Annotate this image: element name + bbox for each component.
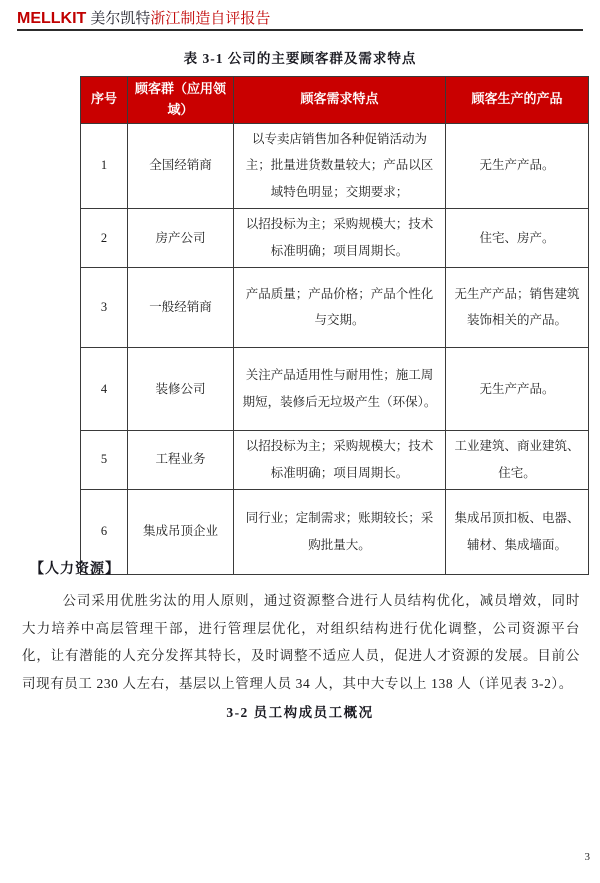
cell-products: 无生产产品。	[446, 347, 589, 430]
brand-chinese-name: 美尔凯特	[90, 11, 151, 27]
cell-customer-group: 工程业务	[128, 430, 234, 489]
column-header-group: 顾客群（应用领域）	[128, 77, 234, 124]
table-row	[81, 489, 589, 574]
cell-customer-needs: 关注产品适用性与耐用性；施工周期短，装修后无垃圾产生（环保）。	[234, 347, 446, 430]
cell-customer-group: 装修公司	[128, 347, 234, 430]
cell-row-number: 1	[81, 123, 128, 209]
cell-customer-needs: 以招投标为主；采购规模大；技术标准明确；项目周期长。	[234, 209, 446, 268]
cell-products: 住宅、房产。	[446, 209, 589, 268]
table-row	[81, 209, 589, 268]
cell-customer-needs: 同行业；定制需求；账期较长；采购批量大。	[234, 489, 446, 574]
cell-products: 集成吊顶扣板、电器、辅材、集成墙面。	[446, 489, 589, 574]
header-divider	[17, 29, 583, 31]
cell-products: 无生产产品。	[446, 123, 589, 209]
table-3-2-heading: 3-2 员工构成员工概况	[226, 705, 374, 720]
table-body	[81, 123, 589, 574]
table-row	[81, 430, 589, 489]
cell-row-number: 6	[81, 489, 128, 574]
hr-section-heading: 【人力资源】	[30, 562, 120, 577]
cell-customer-needs: 以招投标为主；采购规模大；技术标准明确；项目周期长。	[234, 430, 446, 489]
column-header-products: 顾客生产的产品	[446, 77, 589, 124]
table-row	[81, 347, 589, 430]
cell-row-number: 2	[81, 209, 128, 268]
page-header	[17, 7, 583, 28]
cell-row-number: 3	[81, 267, 128, 347]
cell-customer-group: 房产公司	[128, 209, 234, 268]
cell-row-number: 4	[81, 347, 128, 430]
table-row	[81, 123, 589, 209]
cell-products: 无生产产品；销售建筑装饰相关的产品。	[446, 267, 589, 347]
brand-logo-text: MELLKIT	[17, 10, 87, 27]
table-header	[81, 77, 589, 124]
cell-customer-group: 一般经销商	[128, 267, 234, 347]
hr-section-paragraph: 公司采用优胜劣汰的用人原则，通过资源整合进行人员结构优化，减员增效，同时大力培养中高层管理干部，进行管理层优化，对组织结构进行优化调整，公司资源平台化，让有潜能的人充分发挥其特长，及时调整不适应人员，促进人才资源的发展。目前公司现有员工 230 人左右，基层以上管理人员 34 人，其中大专以上 138 人（详见表 3-2）。	[22, 593, 580, 692]
customer-groups-table	[80, 76, 589, 575]
cell-customer-needs: 以专卖店销售加各种促销活动为主；批量进货数量较大；产品以区域特色明显；交期要求；	[234, 123, 446, 209]
cell-customer-group: 全国经销商	[128, 123, 234, 209]
cell-row-number: 5	[81, 430, 128, 489]
table-header-row	[81, 77, 589, 124]
cell-customer-needs: 产品质量；产品价格；产品个性化与交期。	[234, 267, 446, 347]
table-row	[81, 267, 589, 347]
cell-products: 工业建筑、商业建筑、住宅。	[446, 430, 589, 489]
report-title: 浙江制造自评报告	[150, 11, 271, 27]
column-header-no: 序号	[81, 77, 128, 124]
column-header-needs: 顾客需求特点	[234, 77, 446, 124]
table-3-1-caption: 表 3-1 公司的主要顾客群及需求特点	[183, 51, 417, 66]
cell-customer-group: 集成吊顶企业	[128, 489, 234, 574]
page-number: 3	[584, 851, 590, 863]
